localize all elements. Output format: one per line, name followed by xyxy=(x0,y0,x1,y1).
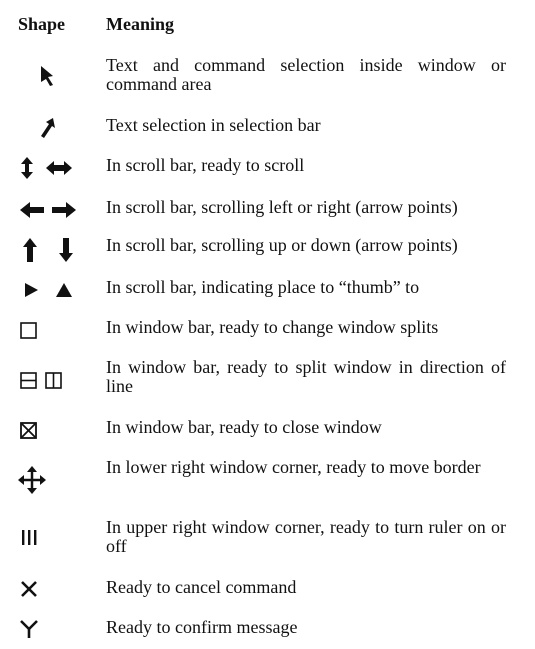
row-meaning: Text selection in selection bar xyxy=(106,115,321,135)
table-row xyxy=(0,358,535,398)
move-cross-arrows-icon xyxy=(10,466,86,494)
table-row xyxy=(0,458,535,498)
row-meaning: Text and command selection inside window or command area xyxy=(106,55,506,94)
ruler-bars-icon xyxy=(10,526,86,550)
row-meaning: In scroll bar, indicating place to “thumb” to xyxy=(106,277,420,297)
scroll-double-arrows-icon xyxy=(10,156,86,180)
cancel-x-icon xyxy=(10,578,86,602)
shape-column-header: Shape xyxy=(18,14,66,34)
split-squares-icon xyxy=(10,368,86,392)
row-meaning: In scroll bar, scrolling left or right (arrow points) xyxy=(106,197,458,217)
table-row xyxy=(0,278,535,302)
table-row xyxy=(0,198,535,222)
diagonal-arrow-icon xyxy=(10,116,86,140)
row-meaning: In window bar, ready to change window splits xyxy=(106,317,439,337)
row-meaning: In upper right window corner, ready to turn ruler on or off xyxy=(106,517,506,556)
table-row xyxy=(0,236,535,264)
row-meaning: Ready to cancel command xyxy=(106,577,297,597)
table-row xyxy=(0,56,535,96)
row-meaning: In window bar, ready to split window in direction of line xyxy=(106,357,506,396)
table-row xyxy=(0,618,535,642)
row-meaning: In scroll bar, scrolling up or down (arrow points) xyxy=(106,235,458,255)
row-meaning: In window bar, ready to close window xyxy=(106,417,382,437)
table-row xyxy=(0,156,535,180)
row-meaning: Ready to confirm message xyxy=(106,617,298,637)
thumb-triangles-icon xyxy=(10,278,86,302)
left-right-arrows-icon xyxy=(10,198,86,222)
up-down-arrows-icon xyxy=(10,236,86,264)
table-row xyxy=(0,518,535,558)
row-meaning: In lower right window corner, ready to move border xyxy=(106,457,481,477)
meaning-column-header: Meaning xyxy=(106,14,175,34)
table-row xyxy=(0,418,535,442)
row-meaning: In scroll bar, ready to scroll xyxy=(106,155,305,175)
empty-square-icon xyxy=(10,318,86,342)
close-box-icon xyxy=(10,418,86,442)
table-row xyxy=(0,318,535,342)
arrow-pointer-icon xyxy=(10,64,86,88)
confirm-y-icon xyxy=(10,618,86,642)
table-row xyxy=(0,578,535,602)
table-row xyxy=(0,116,535,140)
